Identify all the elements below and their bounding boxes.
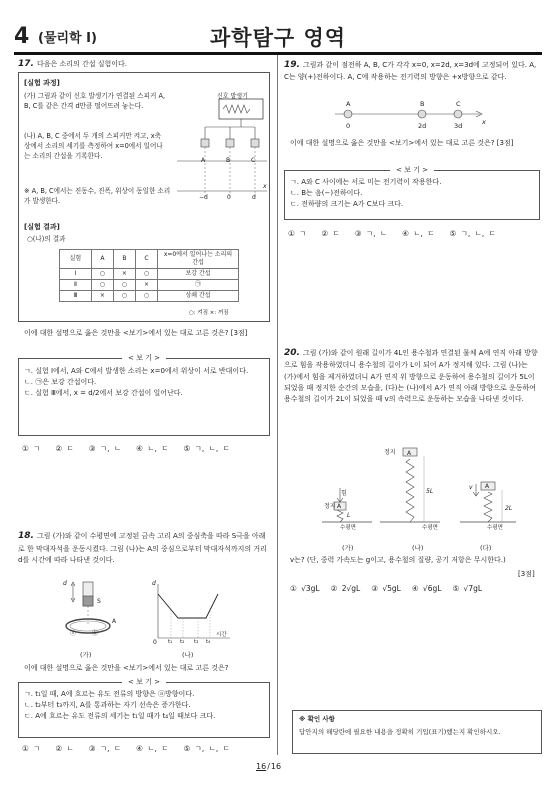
q19-choice-3[interactable]: ③ ㄱ, ㄴ xyxy=(354,229,388,238)
q19-choice-1[interactable]: ① ㄱ xyxy=(288,229,307,238)
q17-signal-generator-label: 신호 발생기 xyxy=(217,93,248,100)
q18-choice-5[interactable]: ⑤ ㄱ, ㄴ, ㄷ xyxy=(183,744,230,753)
q19-question: 이에 대한 설명으로 옳은 것만을 <보기>에서 있는 대로 고른 것은? [3점] xyxy=(290,139,514,147)
notice-body: 답안지의 해당란에 필요한 내용을 정확히 기입(표기)했는지 확인하시오. xyxy=(299,727,501,736)
q17-axis-zero: 0 xyxy=(227,194,231,201)
q19-choice-2[interactable]: ② ㄷ xyxy=(321,229,340,238)
q18-direction-a: ⓐ xyxy=(70,630,77,637)
q18-magnet-s-label: S xyxy=(97,598,101,605)
q18-choice-4[interactable]: ④ ㄴ, ㄷ xyxy=(136,744,169,753)
table-header: x=0에서 일어나는 소리의 간섭 xyxy=(158,250,239,269)
q20-mass-a-da: A xyxy=(485,483,490,490)
q20-mass-a-ga: A xyxy=(337,503,342,510)
q17-speaker-figure xyxy=(167,91,269,206)
q17-procedure-na: (나) A, B, C 중에서 두 개의 스피커만 켜고, x축상에서 소리의 세기를 측정하여 x=0에서 일어나는 소리의 간섭을 기록한다. xyxy=(24,132,163,161)
q20-fig-ga-caption: (가) xyxy=(342,544,354,552)
q17-table-legend: ○: 켜짐 ×: 꺼짐 xyxy=(189,310,229,316)
notice-box xyxy=(292,710,542,754)
table-cell: ○ xyxy=(113,291,135,302)
q19-stem xyxy=(284,58,540,84)
q18-direction-b: ⓑ xyxy=(92,630,99,637)
table-cell: ○ xyxy=(91,280,113,291)
q18-bogi-label: < 보 기 > xyxy=(122,677,166,688)
q18-number: 18. xyxy=(18,531,34,541)
q18-time-label: 시간 xyxy=(216,632,227,638)
q18-t4-label: t₄ xyxy=(206,639,211,645)
q20-stop-label-ga: 정지 xyxy=(324,503,336,510)
page-current: 16 xyxy=(256,762,267,771)
table-cell: Ⅱ xyxy=(60,280,92,291)
table-cell: ○ xyxy=(135,269,157,280)
q19-choice-4[interactable]: ④ ㄴ, ㄷ xyxy=(402,229,435,238)
q20-choice-1[interactable]: ① √3gL xyxy=(290,584,320,593)
q18-magnet-d-label: d xyxy=(63,580,67,587)
q18-choice-2[interactable]: ② ㄴ xyxy=(55,744,74,753)
q19-choices xyxy=(288,229,544,239)
table-header: 실험 xyxy=(60,250,92,269)
table-cell: × xyxy=(91,291,113,302)
q18-ring-label: A xyxy=(112,618,117,625)
q19-tick-3d: 3d xyxy=(454,122,463,130)
q20-points: [3점] xyxy=(518,570,535,578)
q17-bogi-label: < 보 기 > xyxy=(122,353,166,364)
page-total: 16 xyxy=(270,762,282,771)
q18-stem-text: 그림 (가)와 같이 수평면에 고정된 금속 고리 A의 중심축을 따라 S극을 아래로 한 막대자석을 운동시켰다. 그림 (나)는 A의 중심으로부터 막대자석까지의 거리 d를 시간에 따라 나타낸 것이다. xyxy=(18,532,267,564)
q19-charge-a-label: A xyxy=(346,100,351,108)
q17-speaker-b-label: B xyxy=(226,157,231,164)
q20-stem xyxy=(284,346,540,405)
q17-bogi-item-3: ㄷ. 실험 Ⅲ에서, x = d/2에서 보강 간섭이 일어난다. xyxy=(24,389,183,398)
q18-figure xyxy=(58,578,238,650)
table-header: B xyxy=(113,250,135,269)
q20-fig-da-caption: (다) xyxy=(480,544,492,552)
q20-fig-na-caption: (나) xyxy=(412,544,424,552)
table-cell: ○ xyxy=(91,269,113,280)
q17-procedure-title: [실험 과정] xyxy=(24,79,60,87)
table-row xyxy=(60,291,239,302)
q18-fig-na-caption: (나) xyxy=(182,651,194,659)
q19-charge-b-label: B xyxy=(420,100,425,108)
page-title: 과학탐구 영역 xyxy=(210,26,347,50)
q19-axis-x: x xyxy=(482,118,486,126)
q17-experiment-box xyxy=(18,72,270,322)
q19-choice-5[interactable]: ⑤ ㄱ, ㄴ, ㄷ xyxy=(449,229,496,238)
q19-tick-2d: 2d xyxy=(418,122,427,130)
section-number: 4 xyxy=(14,24,30,49)
q19-tick-0: 0 xyxy=(346,122,351,130)
table-cell: × xyxy=(113,269,135,280)
q17-choice-4[interactable]: ④ ㄴ, ㄷ xyxy=(136,444,169,453)
table-header: A xyxy=(91,250,113,269)
q17-choice-5[interactable]: ⑤ ㄱ, ㄴ, ㄷ xyxy=(183,444,230,453)
q17-stem xyxy=(18,58,270,70)
q18-t1-label: t₁ xyxy=(168,639,173,645)
q17-result-title: [실험 결과] xyxy=(24,223,60,231)
q20-stem-text: 그림 (가)와 같이 원래 길이가 4L인 용수철과 연결된 물체 A에 연직 아래 방향으로 힘을 작용하였더니 용수철의 길이가 L이 되어 A가 정지해 있다. 그림 (나)는 (가)에서 힘을 제거하였더니 A가 연직 위 방향으로 운동하여 용수철의 길이가 5L이 되었을 때 정지한 순간의 모습을, (다)는 (나)에서 A가 연직 아래 방향으로 운동하여 용수철의 길이가 2L이 되었을 때 v의 속력으로 운동하는 모습을 나타낸 것이다. xyxy=(284,349,538,403)
table-cell: 상쇄 간섭 xyxy=(158,291,239,302)
q18-bogi-item-3: ㄷ. A에 흐르는 유도 전류의 세기는 t₁일 때가 t₄일 때보다 크다. xyxy=(24,712,216,721)
q20-choices xyxy=(290,584,544,594)
q20-l-label: L xyxy=(347,512,351,519)
q17-axis-neg-d: −d xyxy=(199,194,208,201)
q17-speaker-c-label: C xyxy=(251,157,256,164)
q17-number: 17. xyxy=(18,59,34,69)
q19-charge-figure xyxy=(330,100,490,134)
q17-speaker-a-label: A xyxy=(201,157,206,164)
q20-floor-ga: 수평면 xyxy=(340,525,356,531)
q20-floor-da: 수평면 xyxy=(487,525,503,531)
table-cell: Ⅲ xyxy=(60,291,92,302)
q20-floor-na: 수평면 xyxy=(422,525,438,531)
column-divider xyxy=(277,55,278,755)
q17-choice-1[interactable]: ① ㄱ xyxy=(22,444,41,453)
table-header: C xyxy=(135,250,157,269)
q18-bogi-box xyxy=(18,678,270,738)
q19-bogi-item-2: ㄴ. B는 음(−)전하이다. xyxy=(290,189,363,198)
header-rule xyxy=(14,52,542,55)
q18-graph-origin: 0 xyxy=(153,639,157,646)
q17-choices xyxy=(22,444,272,454)
table-cell: 보강 간섭 xyxy=(158,269,239,280)
q17-question: 이에 대한 설명으로 옳은 것만을 <보기>에서 있는 대로 고른 것은? [3점] xyxy=(24,329,248,337)
q17-choice-2[interactable]: ② ㄷ xyxy=(55,444,74,453)
table-cell: ○ xyxy=(135,291,157,302)
q18-stem xyxy=(18,530,270,566)
q20-choice-3[interactable]: ③ √5gL xyxy=(371,584,401,593)
q17-result-subtitle: ○(나)의 결과 xyxy=(27,235,66,243)
q20-stop-label-na: 정지 xyxy=(384,449,396,456)
table-cell: × xyxy=(135,280,157,291)
table-row xyxy=(60,269,239,280)
q18-t3-label: t₃ xyxy=(194,639,199,645)
q20-5l-label: 5L xyxy=(426,488,434,495)
q20-choice-2[interactable]: ② 2√gL xyxy=(330,584,361,593)
q17-bogi-item-2: ㄴ. ㉠은 보강 간섭이다. xyxy=(24,378,97,387)
page-indicator: 16/16 xyxy=(256,762,282,771)
q20-mass-a-na: A xyxy=(407,450,412,457)
q18-t2-label: t₂ xyxy=(180,639,185,645)
q18-question: 이에 대한 설명으로 옳은 것만을 <보기>에서 있는 대로 고른 것은? xyxy=(24,664,229,672)
q19-number: 19. xyxy=(284,60,300,70)
q18-graph-d-label: d xyxy=(152,580,156,587)
q19-bogi-box xyxy=(284,166,540,220)
table-cell: Ⅰ xyxy=(60,269,92,280)
q17-procedure-note: ※ A, B, C에서는 진동수, 진폭, 위상이 동일한 소리가 발생한다. xyxy=(24,187,171,206)
q17-choice-3[interactable]: ③ ㄱ, ㄴ xyxy=(88,444,122,453)
notice-title: ※ 확인 사항 xyxy=(299,715,335,723)
q19-bogi-item-3: ㄷ. 전하량의 크기는 A가 C보다 크다. xyxy=(290,200,404,209)
q18-choice-1[interactable]: ① ㄱ xyxy=(22,744,41,753)
q17-procedure-ga: (가) 그림과 같이 신호 발생기가 연결된 스피커 A, B, C를 같은 간격 d만큼 떨어뜨려 놓는다. xyxy=(24,92,166,111)
table-row xyxy=(60,280,239,291)
q18-bogi-item-1: ㄱ. t₁일 때, A에 흐르는 유도 전류의 방향은 ⓐ방향이다. xyxy=(24,690,195,698)
q19-stem-text: 그림과 같이 점전하 A, B, C가 각각 x=0, x=2d, x=3d에 고정되어 있다. A, C는 양(+)전하이다. A, C에 작용하는 전기력의 방향은 +x방향으로 같다. xyxy=(284,61,537,82)
q20-force-label: 힘 xyxy=(341,490,347,497)
table-cell: ○ xyxy=(113,280,135,291)
q19-bogi-item-1: ㄱ. A와 C 사이에는 서로 미는 전기력이 작용한다. xyxy=(290,178,442,186)
q20-question: v는? (단, 중력 가속도는 g이고, 용수철의 질량, 공기 저항은 무시한다.) xyxy=(290,556,506,564)
q20-choice-4[interactable]: ④ √6gL xyxy=(411,584,442,593)
q18-bogi-item-2: ㄴ. t₂부터 t₃까지, A를 통과하는 자기 선속은 증가한다. xyxy=(24,701,191,710)
q20-choice-5[interactable]: ⑤ √7gL xyxy=(452,584,483,593)
q20-number: 20. xyxy=(284,348,300,358)
q20-v-label: v xyxy=(469,484,473,491)
q18-fig-ga-caption: (가) xyxy=(80,651,92,659)
q17-result-table xyxy=(59,249,239,302)
q18-choice-3[interactable]: ③ ㄱ, ㄷ xyxy=(88,744,122,753)
q17-axis-x: x xyxy=(263,183,267,190)
q17-bogi-box xyxy=(18,354,270,436)
q19-bogi-label: < 보 기 > xyxy=(390,165,434,176)
q19-charge-c-label: C xyxy=(456,100,461,108)
subject-label: (물리학 Ⅰ) xyxy=(38,31,97,46)
q18-choices xyxy=(22,744,272,754)
table-cell: ㉠ xyxy=(158,280,239,291)
q17-stem-text: 다음은 소리의 간섭 실험이다. xyxy=(36,60,127,68)
q20-2l-label: 2L xyxy=(505,505,513,512)
q17-bogi-item-1: ㄱ. 실험 Ⅰ에서, A와 C에서 발생한 소리는 x=0에서 위상이 서로 반대이다. xyxy=(24,367,249,375)
q17-axis-d: d xyxy=(252,194,256,201)
